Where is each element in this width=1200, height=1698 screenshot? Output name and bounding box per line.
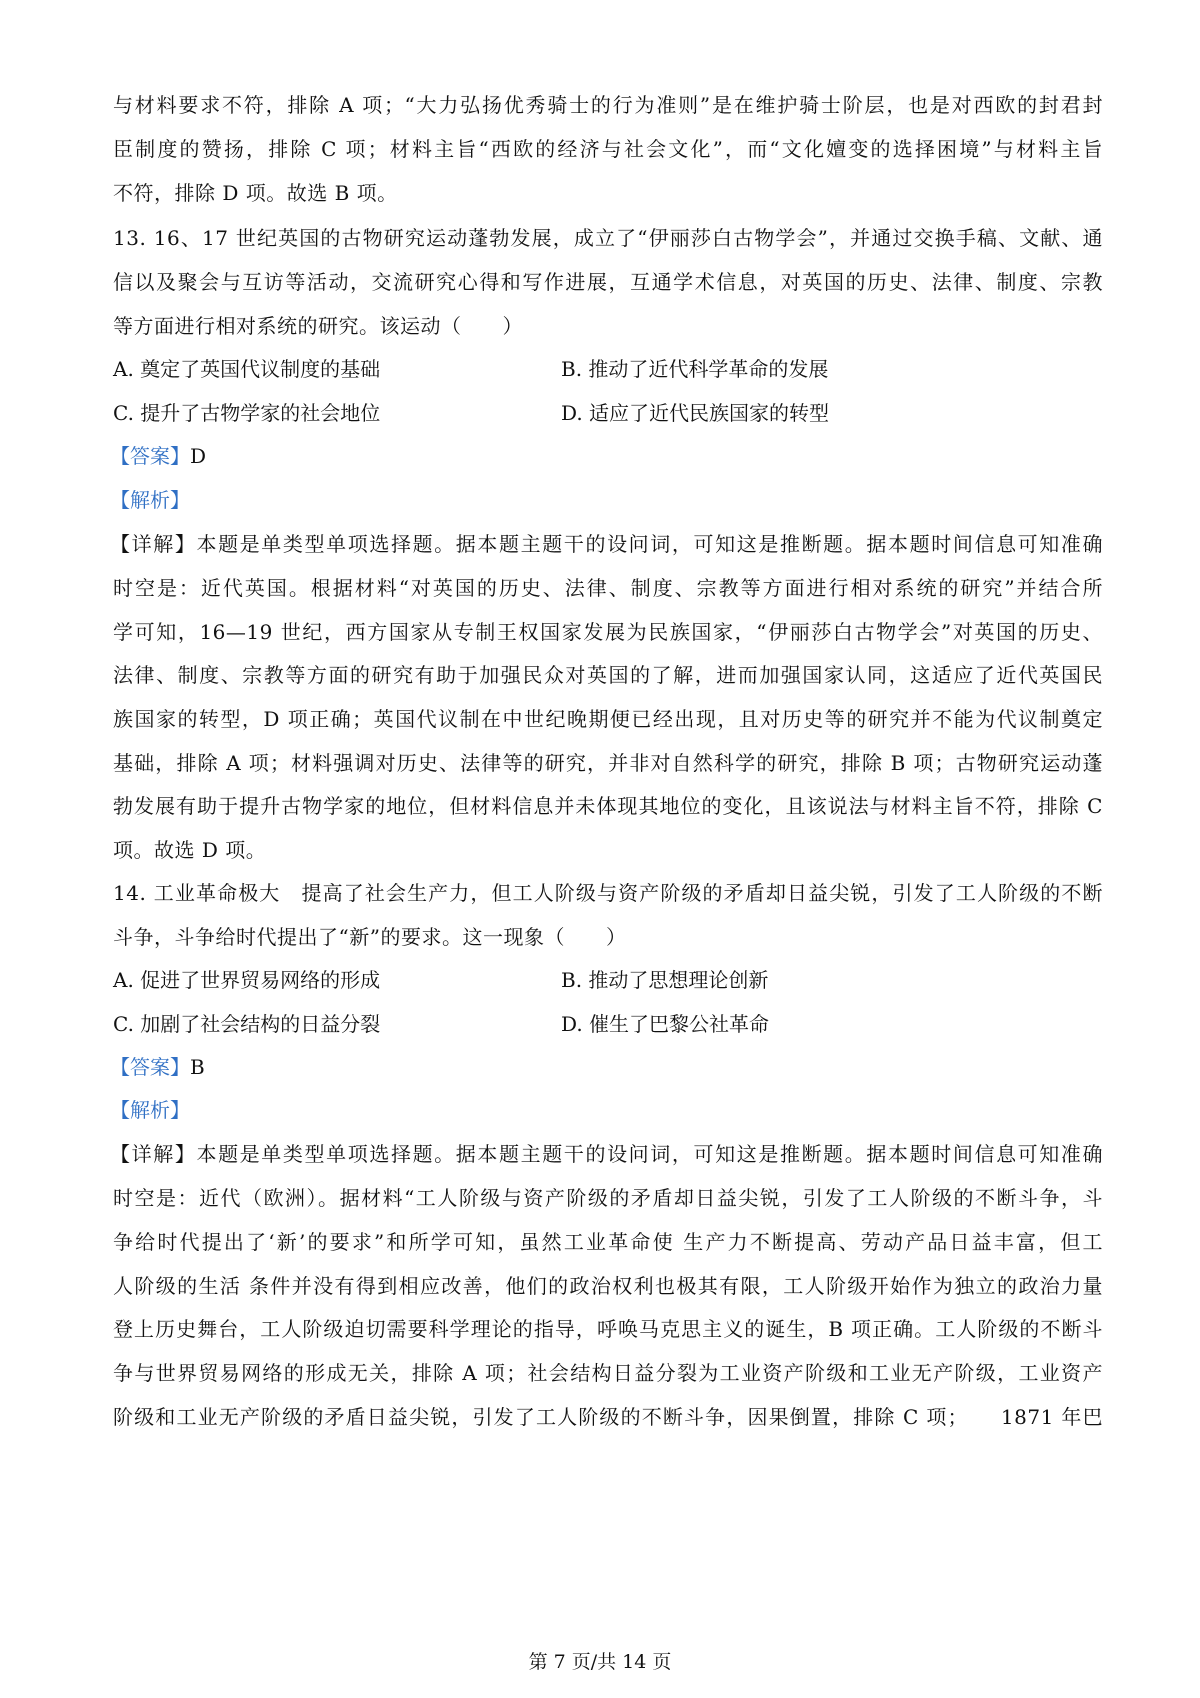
q13-stem-line-3: 等方面进行相对系统的研究。该运动（ ） [113,314,523,338]
q13-stem-line-2: 信以及聚会与互访等活动，交流研究心得和写作进展，互通学术信息，对英国的历史、法律、制度、宗教 [113,270,1103,294]
q13-answer-value: D [190,444,207,468]
q13-detail-line-6: 基础，排除 A 项；材料强调对历史、法律等的研究，并非对自然科学的研究，排除 B 项；古物研究运动蓬 [113,751,1103,775]
q14-detail-line-3: 争给时代提出了‘新’的要求”和所学可知，虽然工业革命使 生产力不断提高、劳动产品日益丰富，但工 [113,1230,1103,1254]
q14-answer-value: B [190,1055,205,1079]
q13-detail-line-3: 学可知，16—19 世纪，西方国家从专制王权国家发展为民族国家，“伊丽莎白古物学会”对英国的历史、 [113,620,1103,644]
q13-detail-line-2: 时空是：近代英国。根据材料“对英国的历史、法律、制度、宗教等方面进行相对系统的研究”并结合所 [113,576,1103,600]
q13-stem-line-1: 13. 16、17 世纪英国的古物研究运动蓬勃发展，成立了“伊丽莎白古物学会”，并通过交换手稿、文献、通 [113,226,1103,250]
q14-detail-line-7: 阶级和工业无产阶级的矛盾日益尖锐，引发了工人阶级的不断斗争，因果倒置，排除 C 项； 1871 年巴 [113,1405,1103,1429]
q13-option-b: B. 推动了近代科学革命的发展 [561,357,829,381]
q14-detail-text-1: 本题是单类型单项选择题。据本题主题干的设问词，可知这是推断题。据本题时间信息可知准确 [196,1142,1103,1166]
q13-answer-tag: 【答案】 [110,444,190,468]
q14-option-c: C. 加剧了社会结构的日益分裂 [113,1012,381,1036]
q14-answer [110,1054,205,1080]
carry-over-line-3: 不符，排除 D 项。故选 B 项。 [113,181,398,205]
q14-detail-tag: 【详解】 [110,1142,197,1166]
q13-analysis-tag: 【解析】 [110,488,190,512]
q14-detail-line-6: 争与世界贸易网络的形成无关，排除 A 项；社会结构日益分裂为工业资产阶级和工业无产阶级，工业资产 [113,1361,1103,1385]
q14-option-d: D. 催生了巴黎公社革命 [561,1012,770,1036]
q13-detail-tag: 【详解】 [110,532,197,556]
q14-option-b: B. 推动了思想理论创新 [561,968,769,992]
q14-detail-line-1 [110,1141,1103,1167]
q13-option-c: C. 提升了古物学家的社会地位 [113,401,381,425]
q14-analysis-tag: 【解析】 [110,1098,190,1122]
carry-over-line-1: 与材料要求不符，排除 A 项；“大力弘扬优秀骑士的行为准则”是在维护骑士阶层，也是对西欧的封君封 [113,93,1103,117]
q14-answer-tag: 【答案】 [110,1055,190,1079]
q13-detail-line-1 [110,531,1103,557]
carry-over-line-2: 臣制度的赞扬，排除 C 项；材料主旨“西欧的经济与社会文化”，而“文化嬗变的选择困境”与材料主旨 [113,137,1103,161]
q13-detail-line-4: 法律、制度、宗教等方面的研究有助于加强民众对英国的了解，进而加强国家认同，这适应了近代英国民 [113,663,1103,687]
q13-option-a: A. 奠定了英国代议制度的基础 [113,357,381,381]
q14-option-a: A. 促进了世界贸易网络的形成 [113,968,381,992]
page-number-footer: 第 7 页/共 14 页 [528,1651,672,1673]
q13-detail-text-1: 本题是单类型单项选择题。据本题主题干的设问词，可知这是推断题。据本题时间信息可知准确 [196,532,1103,556]
q14-detail-line-2: 时空是：近代（欧洲）。据材料“工人阶级与资产阶级的矛盾却日益尖锐，引发了工人阶级的不断斗争，斗 [113,1186,1103,1210]
q13-detail-line-7: 勃发展有助于提升古物学家的地位，但材料信息并未体现其地位的变化，且该说法与材料主旨不符，排除 C [113,794,1103,818]
q13-detail-line-8: 项。故选 D 项。 [113,838,267,862]
q14-detail-line-4: 人阶级的生活 条件并没有得到相应改善，他们的政治权利也极其有限，工人阶级开始作为独立的政治力量 [113,1274,1103,1298]
q14-detail-line-5: 登上历史舞台，工人阶级迫切需要科学理论的指导，呼唤马克思主义的诞生，B 项正确。工人阶级的不断斗 [113,1317,1103,1341]
q14-stem-line-2: 斗争，斗争给时代提出了“新”的要求。这一现象（ ） [113,925,627,949]
q13-detail-line-5: 族国家的转型，D 项正确；英国代议制在中世纪晚期便已经出现，且对历史等的研究并不能为代议制奠定 [113,707,1103,731]
q14-stem-line-1: 14. 工业革命极大 提高了社会生产力，但工人阶级与资产阶级的矛盾却日益尖锐，引发了工人阶级的不断 [113,881,1103,905]
q13-option-d: D. 适应了近代民族国家的转型 [561,401,830,425]
q13-answer [110,443,206,469]
